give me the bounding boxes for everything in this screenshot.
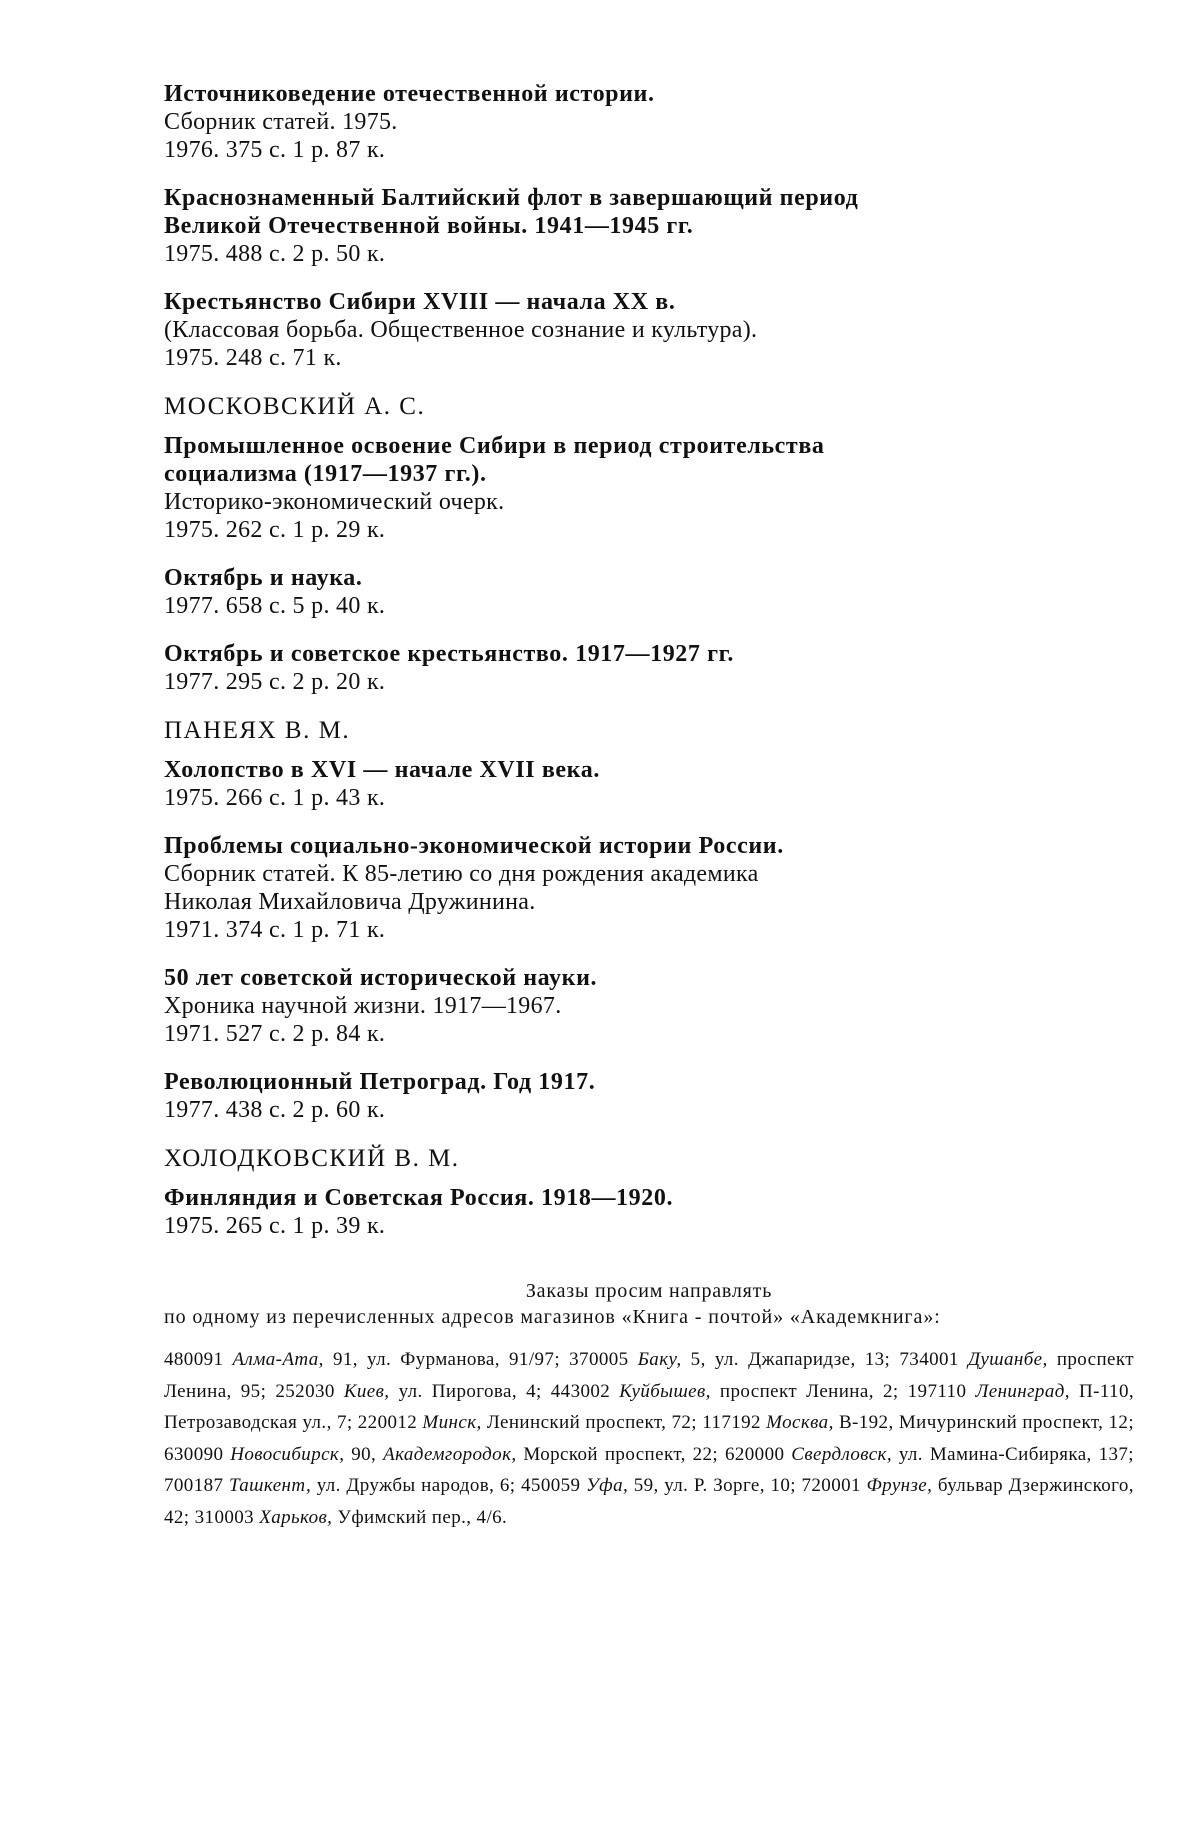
author-heading: ПАНЕЯХ В. М. bbox=[164, 717, 351, 744]
shop-address bbox=[164, 1475, 515, 1496]
book-meta: 1971. 527 с. 2 р. 84 к. bbox=[164, 1021, 386, 1047]
postal-code: 310003 bbox=[194, 1506, 255, 1528]
book-description: Сборник статей. 1975. bbox=[164, 109, 398, 135]
city-name: Ташкент, bbox=[228, 1475, 312, 1496]
street-address: Морской проспект, 22; bbox=[523, 1443, 719, 1465]
street-address: Ленинский проспект, 72; bbox=[486, 1412, 697, 1433]
city-name: Москва, bbox=[766, 1412, 834, 1433]
orders-subheading: по одному из перечисленных адресов магазинов «Книга - почтой» «Академкнига»: bbox=[164, 1306, 941, 1328]
city-name: Куйбышев, bbox=[619, 1380, 711, 1402]
postal-code: 450059 bbox=[521, 1475, 581, 1496]
street-address: ул. Мамина-Сибиряка, 137; bbox=[898, 1443, 1134, 1465]
city-name: Академгородок, bbox=[383, 1443, 517, 1465]
book-entry bbox=[164, 184, 1064, 268]
postal-code: 700187 bbox=[164, 1475, 224, 1496]
postal-code: 480091 bbox=[164, 1349, 224, 1370]
shop-address bbox=[164, 1444, 376, 1465]
postal-code: 252030 bbox=[275, 1380, 335, 1402]
book-title: Краснознаменный Балтийский флот в завершающий период bbox=[164, 185, 859, 211]
shop-address bbox=[725, 1444, 1134, 1465]
book-meta: 1976. 375 с. 1 р. 87 к. bbox=[164, 137, 386, 163]
postal-code: 197110 bbox=[907, 1380, 967, 1402]
postal-code: 443002 bbox=[550, 1380, 611, 1402]
author-heading: МОСКОВСКИЙ А. С. bbox=[164, 393, 426, 420]
street-address: В-192, Мичуринский проспект, 12; bbox=[838, 1412, 1135, 1433]
book-title: Октябрь и наука. bbox=[164, 565, 363, 591]
street-address: бульвар Дзержинского, 42; bbox=[164, 1475, 1134, 1528]
book-description: Хроника научной жизни. 1917—1967. bbox=[164, 993, 562, 1019]
book-entry bbox=[164, 832, 1064, 944]
shop-address bbox=[521, 1475, 796, 1496]
catalog-list bbox=[164, 80, 1064, 1260]
book-description: Историко-экономический очерк. bbox=[164, 489, 505, 515]
shop-address bbox=[164, 1349, 560, 1370]
city-name: Минск, bbox=[422, 1412, 482, 1433]
book-entry bbox=[164, 756, 1064, 812]
author-heading: ХОЛОДКОВСКИЙ В. М. bbox=[164, 1145, 460, 1172]
shop-address bbox=[195, 1507, 508, 1528]
street-address: 91, ул. Фурманова, 91/97; bbox=[332, 1349, 560, 1370]
postal-code: 630090 bbox=[164, 1443, 224, 1465]
shop-address bbox=[569, 1349, 890, 1370]
street-address: проспект Ленина, 2; bbox=[719, 1380, 899, 1402]
city-name: Новосибирск, bbox=[230, 1443, 345, 1465]
city-name: Киев, bbox=[343, 1380, 390, 1402]
shop-address bbox=[702, 1412, 1134, 1433]
city-name: Свердловск, bbox=[791, 1443, 892, 1465]
book-title: Холопство в XVI — начале XVII века. bbox=[164, 757, 600, 783]
book-meta: 1975. 262 с. 1 р. 29 к. bbox=[164, 517, 386, 543]
book-meta: 1975. 488 с. 2 р. 50 к. bbox=[164, 241, 386, 267]
street-address: 59, ул. Р. Зорге, 10; bbox=[633, 1475, 796, 1496]
city-name: Ленинград, bbox=[975, 1380, 1070, 1402]
book-title: Промышленное освоение Сибири в период строительства bbox=[164, 433, 825, 459]
postal-code: 620000 bbox=[724, 1443, 785, 1465]
book-description: Николая Михайловича Дружинина. bbox=[164, 889, 536, 915]
orders-heading: Заказы просим направлять bbox=[525, 1280, 773, 1302]
city-name: Уфа, bbox=[586, 1475, 629, 1496]
shop-addresses bbox=[164, 1344, 1134, 1533]
street-address: ул. Пирогова, 4; bbox=[398, 1380, 542, 1402]
book-title: Октябрь и советское крестьянство. 1917—1927 гг. bbox=[164, 641, 734, 667]
book-entry bbox=[164, 288, 1064, 372]
street-address: 5, ул. Джапаридзе, 13; bbox=[690, 1349, 891, 1370]
book-entry bbox=[164, 432, 1064, 544]
city-name: Фрунзе, bbox=[866, 1475, 933, 1496]
postal-code: 220012 bbox=[357, 1412, 418, 1433]
book-meta: 1977. 438 с. 2 р. 60 к. bbox=[164, 1097, 386, 1123]
shop-address bbox=[551, 1381, 899, 1402]
street-address: проспект Ленина, 95; bbox=[164, 1349, 1134, 1402]
city-name: Харьков, bbox=[259, 1506, 333, 1528]
book-meta: 1977. 658 с. 5 р. 40 к. bbox=[164, 593, 386, 619]
city-name: Душанбе, bbox=[967, 1349, 1048, 1370]
book-entry bbox=[164, 80, 1064, 164]
book-title: Проблемы социально-экономической истории России. bbox=[164, 833, 784, 859]
book-description: Сборник статей. К 85-летию со дня рождения академика bbox=[164, 861, 759, 887]
postal-code: 720001 bbox=[801, 1475, 861, 1496]
book-title: Источниковедение отечественной истории. bbox=[164, 81, 655, 107]
book-entry bbox=[164, 564, 1064, 620]
book-entry bbox=[164, 640, 1064, 696]
book-meta: 1971. 374 с. 1 р. 71 к. bbox=[164, 917, 386, 943]
book-entry bbox=[164, 1184, 1064, 1240]
book-entry bbox=[164, 1068, 1064, 1124]
book-meta: 1975. 265 с. 1 р. 39 к. bbox=[164, 1213, 386, 1239]
book-meta: 1975. 248 с. 71 к. bbox=[164, 345, 342, 371]
book-entry bbox=[164, 964, 1064, 1048]
shop-address bbox=[358, 1412, 697, 1433]
postal-code: 370005 bbox=[569, 1349, 629, 1370]
book-title: Крестьянство Сибири XVIII — начала XX в. bbox=[164, 289, 676, 315]
street-address: Уфимский пер., 4/6. bbox=[337, 1506, 508, 1528]
shop-address bbox=[383, 1444, 718, 1465]
book-title: Финляндия и Советская Россия. 1918—1920. bbox=[164, 1185, 674, 1211]
city-name: Баку, bbox=[637, 1349, 682, 1370]
book-title: 50 лет советской исторической науки. bbox=[164, 965, 598, 991]
street-address: П-110, Петрозаводская ул., 7; bbox=[164, 1380, 1135, 1433]
street-address: 90, bbox=[351, 1443, 377, 1465]
postal-code: 117192 bbox=[702, 1412, 761, 1433]
book-title: социализма (1917—1937 гг.). bbox=[164, 461, 487, 487]
shop-address bbox=[275, 1381, 541, 1402]
book-title: Великой Отечественной войны. 1941—1945 гг. bbox=[164, 213, 694, 239]
city-name: Алма-Ата, bbox=[232, 1349, 324, 1370]
book-description: (Классовая борьба. Общественное сознание и культура). bbox=[164, 317, 758, 343]
postal-code: 734001 bbox=[899, 1349, 959, 1370]
street-address: ул. Дружбы народов, 6; bbox=[316, 1475, 516, 1496]
orders-section bbox=[164, 1278, 1134, 1533]
book-meta: 1975. 266 с. 1 р. 43 к. bbox=[164, 785, 386, 811]
book-meta: 1977. 295 с. 2 р. 20 к. bbox=[164, 669, 386, 695]
book-title: Революционный Петроград. Год 1917. bbox=[164, 1069, 596, 1095]
